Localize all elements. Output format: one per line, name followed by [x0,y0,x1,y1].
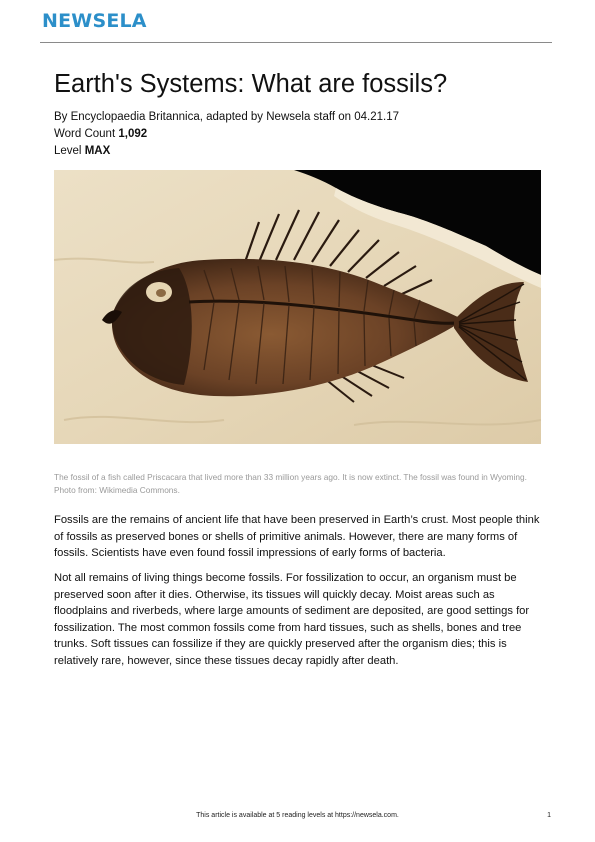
newsela-logo[interactable]: NEWSELA [42,10,147,32]
word-count-value: 1,092 [118,128,148,140]
word-count-label: Word Count [54,128,116,140]
reading-level-label: Level [54,145,82,157]
page-number: 1 [547,812,551,819]
page-footer [0,812,595,824]
reading-level [54,144,110,158]
word-count [54,127,147,141]
article-paragraph: Fossils are the remains of ancient life that have been preserved in Earth’s crust. Most people think of fossils as preserved bones or shells of primitive animals. However, there are many forms of fossils. Scientists have even found fossil impressions of early forms of bacteria. [54,514,540,560]
article-paragraph: Not all remains of living things become fossils. For fossilization to occur, an organism must be preserved soon after it dies. Otherwise, its tissues will quickly decay. Moist areas such as floodplains and riverbeds, where large amounts of sediment are deposited, are good settings for fossilization. The most common fossils come from hard tissues, such as shells, bones and tree trunks. Soft tissues can fossilize if they are quickly preserved after the organism dies; this is relatively rare, however, since these tissues decay rapidly after death. [54,572,530,667]
fish-fossil-photo [54,170,541,444]
reading-level-value: MAX [84,145,111,157]
image-caption: The fossil of a fish called Priscacara that lived more than 33 million years ago. It is now extinct. The fossil was found in Wyoming. Photo from: Wikimedia Commons. [54,472,527,495]
page-header [40,8,552,43]
article-title: Earth's Systems: What are fossils? [54,70,448,98]
article-byline: By Encyclopaedia Britannica, adapted by Newsela staff on 04.21.17 [54,111,400,123]
footer-availability-text: This article is available at 5 reading levels at https://newsela.com. [196,812,399,819]
